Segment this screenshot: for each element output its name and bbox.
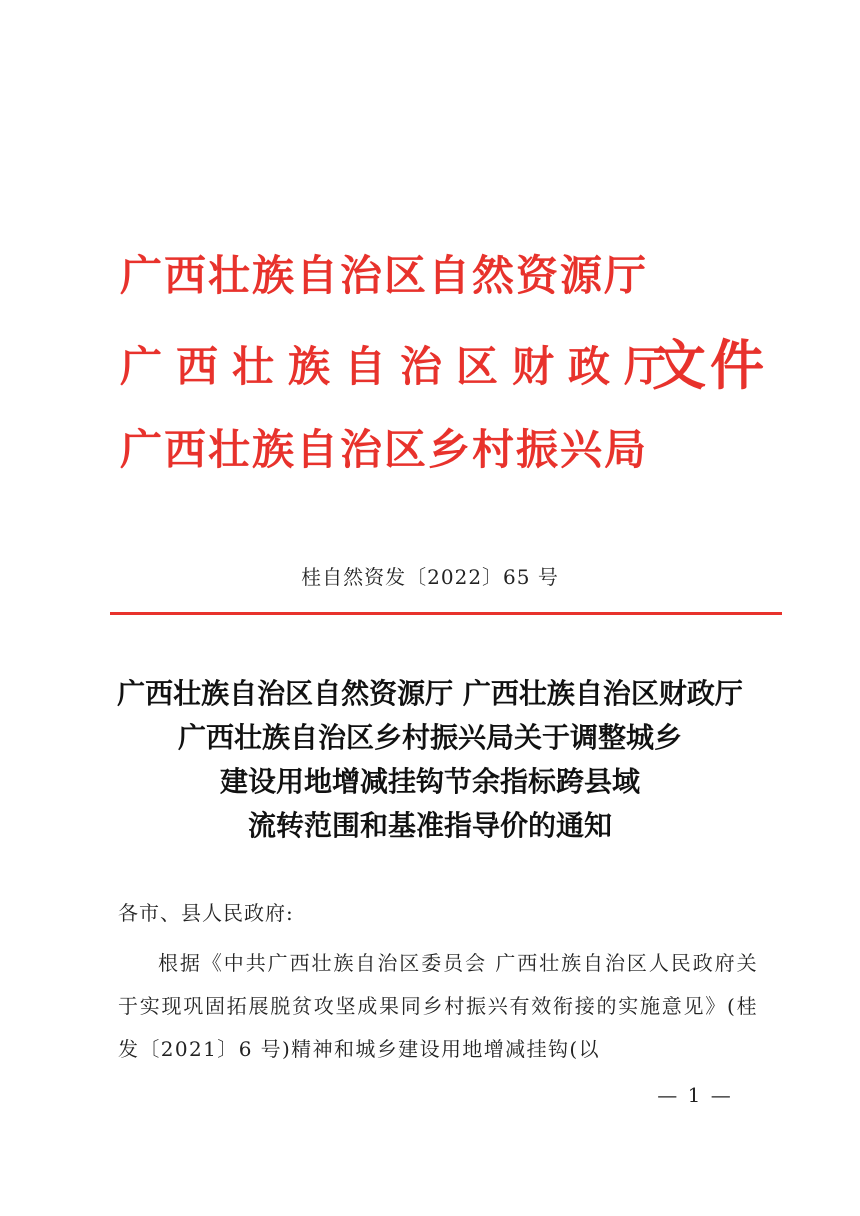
body-paragraph: 根据《中共广西壮族自治区委员会 广西壮族自治区人民政府关于实现巩固拓展脱贫攻坚成果同乡村振兴有效衔接的实施意见》(桂发〔2021〕6 号)精神和城乡建设用地增减挂钩(以 — [118, 951, 758, 1061]
document-number: 桂自然资发〔2022〕65 号 — [301, 565, 559, 589]
issuer-natural-resources: 广西壮族自治区自然资源厅 — [120, 251, 649, 300]
document-title — [0, 672, 860, 848]
document-mark: 文件 — [652, 334, 768, 397]
issuer-finance: 广西壮族自治区财政厅 — [120, 342, 681, 391]
title-line: 广西壮族自治区乡村振兴局关于调整城乡 — [177, 721, 682, 754]
salutation: 各市、县人民政府: — [118, 901, 294, 925]
page-number: — 1 — — [657, 1083, 733, 1107]
issuer-rural-revitalization: 广西壮族自治区乡村振兴局 — [120, 425, 649, 474]
title-line: 流转范围和基准指导价的通知 — [247, 809, 612, 842]
red-divider — [110, 612, 782, 615]
title-line: 广西壮族自治区自然资源厅 广西壮族自治区财政厅 — [117, 677, 743, 710]
title-line: 建设用地增减挂钩节余指标跨县域 — [219, 765, 640, 798]
